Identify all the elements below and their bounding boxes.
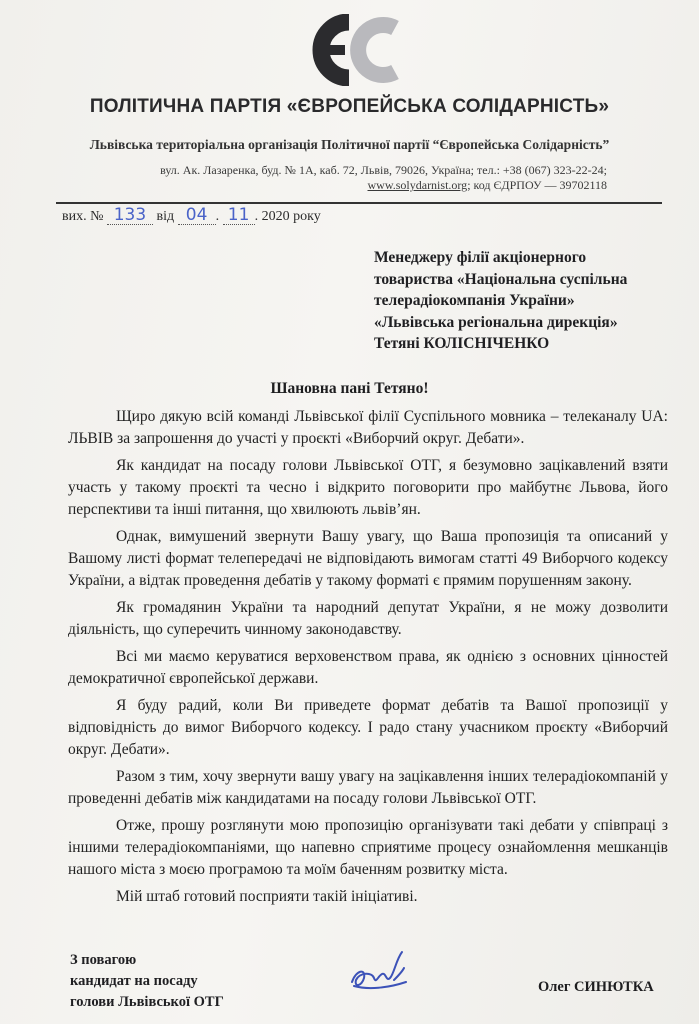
reference-prefix: вих. № bbox=[62, 209, 104, 224]
body-paragraph: Однак, вимушений звернути Вашу увагу, що Ваша пропозиція та описаний у Вашому листі формат телепередачі не відповідають вимогам статті 49 Виборчого кодексу України, а відтак проведення дебатів у такому форматі є прямим порушенням закону. bbox=[68, 528, 668, 589]
closing-line: кандидат на посаду bbox=[70, 973, 198, 989]
reference-month: 11 bbox=[223, 206, 255, 225]
signer-name: Олег СИНЮТКА bbox=[538, 979, 654, 995]
body-paragraph: Мій штаб готовий посприяти такій ініціативі. bbox=[116, 888, 418, 905]
party-title: ПОЛІТИЧНА ПАРТІЯ «ЄВРОПЕЙСЬКА СОЛІДАРНІСТЬ» bbox=[89, 96, 610, 117]
greeting: Шановна пані Тетяно! bbox=[270, 380, 429, 397]
outgoing-reference bbox=[62, 206, 321, 225]
closing-line: голови Львівської ОТГ bbox=[70, 994, 224, 1010]
closing-block bbox=[70, 950, 224, 1013]
body-paragraph: Отже, прошу розглянути мою пропозицію організувати такі дебати у співпраці з іншими телерадіокомпаніями, що напевно сприятиме процесу ознайомлення мешканців нашого міста з моєю програмою та моїм баченням розвитку міста. bbox=[68, 817, 668, 878]
body-paragraph: Я буду радий, коли Ви приведете формат дебатів та Вашої пропозиції у відповідність до вимог Виборчого кодексу. І радо стану учасником проєкту «Виборчий округ. Дебати». bbox=[68, 697, 668, 758]
reference-year: 2020 року bbox=[261, 209, 321, 224]
letterhead-address bbox=[160, 163, 607, 193]
body-paragraph: Як громадянин України та народний депутат України, я не можу дозволити діяльність, що суперечить чинному законодавству. bbox=[68, 599, 668, 638]
handwritten-signature bbox=[344, 946, 414, 996]
reference-date-word: від bbox=[156, 209, 175, 224]
website-link[interactable]: www.solydarnist.org bbox=[367, 178, 468, 192]
letter-body bbox=[68, 406, 668, 913]
recipient-line: Тетяні КОЛІСНІЧЕНКО bbox=[374, 335, 550, 352]
body-paragraph: Як кандидат на посаду голови Львівської ОТГ, я безумовно зацікавлений взяти участь у такому проєкті та чесно і відкрито поговорити про майбутнє Львова, його перспективи та інші питання, що хвилюють львів’ян. bbox=[68, 457, 668, 518]
address-line: вул. Ак. Лазаренка, буд. № 1А, каб. 72, Львів, 79026, Україна; тел.: +38 (067) 323-22-24; bbox=[160, 163, 607, 177]
recipient-line: Менеджеру філії акціонерного bbox=[374, 249, 587, 266]
reference-number: 133 bbox=[107, 206, 153, 225]
organization-name: Львівська територіальна організація Політичної партії “Європейська Солідарність” bbox=[89, 137, 610, 152]
website-edrpou-line bbox=[160, 178, 607, 193]
closing-line: З повагою bbox=[70, 952, 137, 968]
recipient-block bbox=[374, 247, 627, 355]
reference-separator: . bbox=[254, 209, 259, 224]
body-paragraph: Щиро дякую всій команді Львівської філії Суспільного мовника – телеканалу UA: ЛЬВІВ за запрошення до участі у проєкті «Виборчий округ. Дебати». bbox=[68, 408, 668, 447]
reference-day: 04 bbox=[178, 206, 216, 225]
reference-separator: . bbox=[215, 209, 220, 224]
letterhead-divider bbox=[56, 202, 662, 204]
edrpou-code: ; код ЄДРПОУ — 39702118 bbox=[467, 178, 607, 192]
recipient-line: телерадіокомпанія України» bbox=[374, 292, 575, 309]
recipient-line: товариства «Національна суспільна bbox=[374, 270, 628, 288]
body-paragraph: Разом з тим, хочу звернути вашу увагу на зацікавлення інших телерадіокомпаній у проведенні дебатів між кандидатами на посаду голови Львівської ОТГ. bbox=[68, 768, 668, 807]
party-logo bbox=[305, 14, 405, 86]
body-paragraph: Всі ми маємо керуватися верховенством права, як однією з основних цінностей демократичної європейської держави. bbox=[68, 648, 668, 687]
recipient-line: «Львівська регіональна дирекція» bbox=[374, 313, 618, 331]
